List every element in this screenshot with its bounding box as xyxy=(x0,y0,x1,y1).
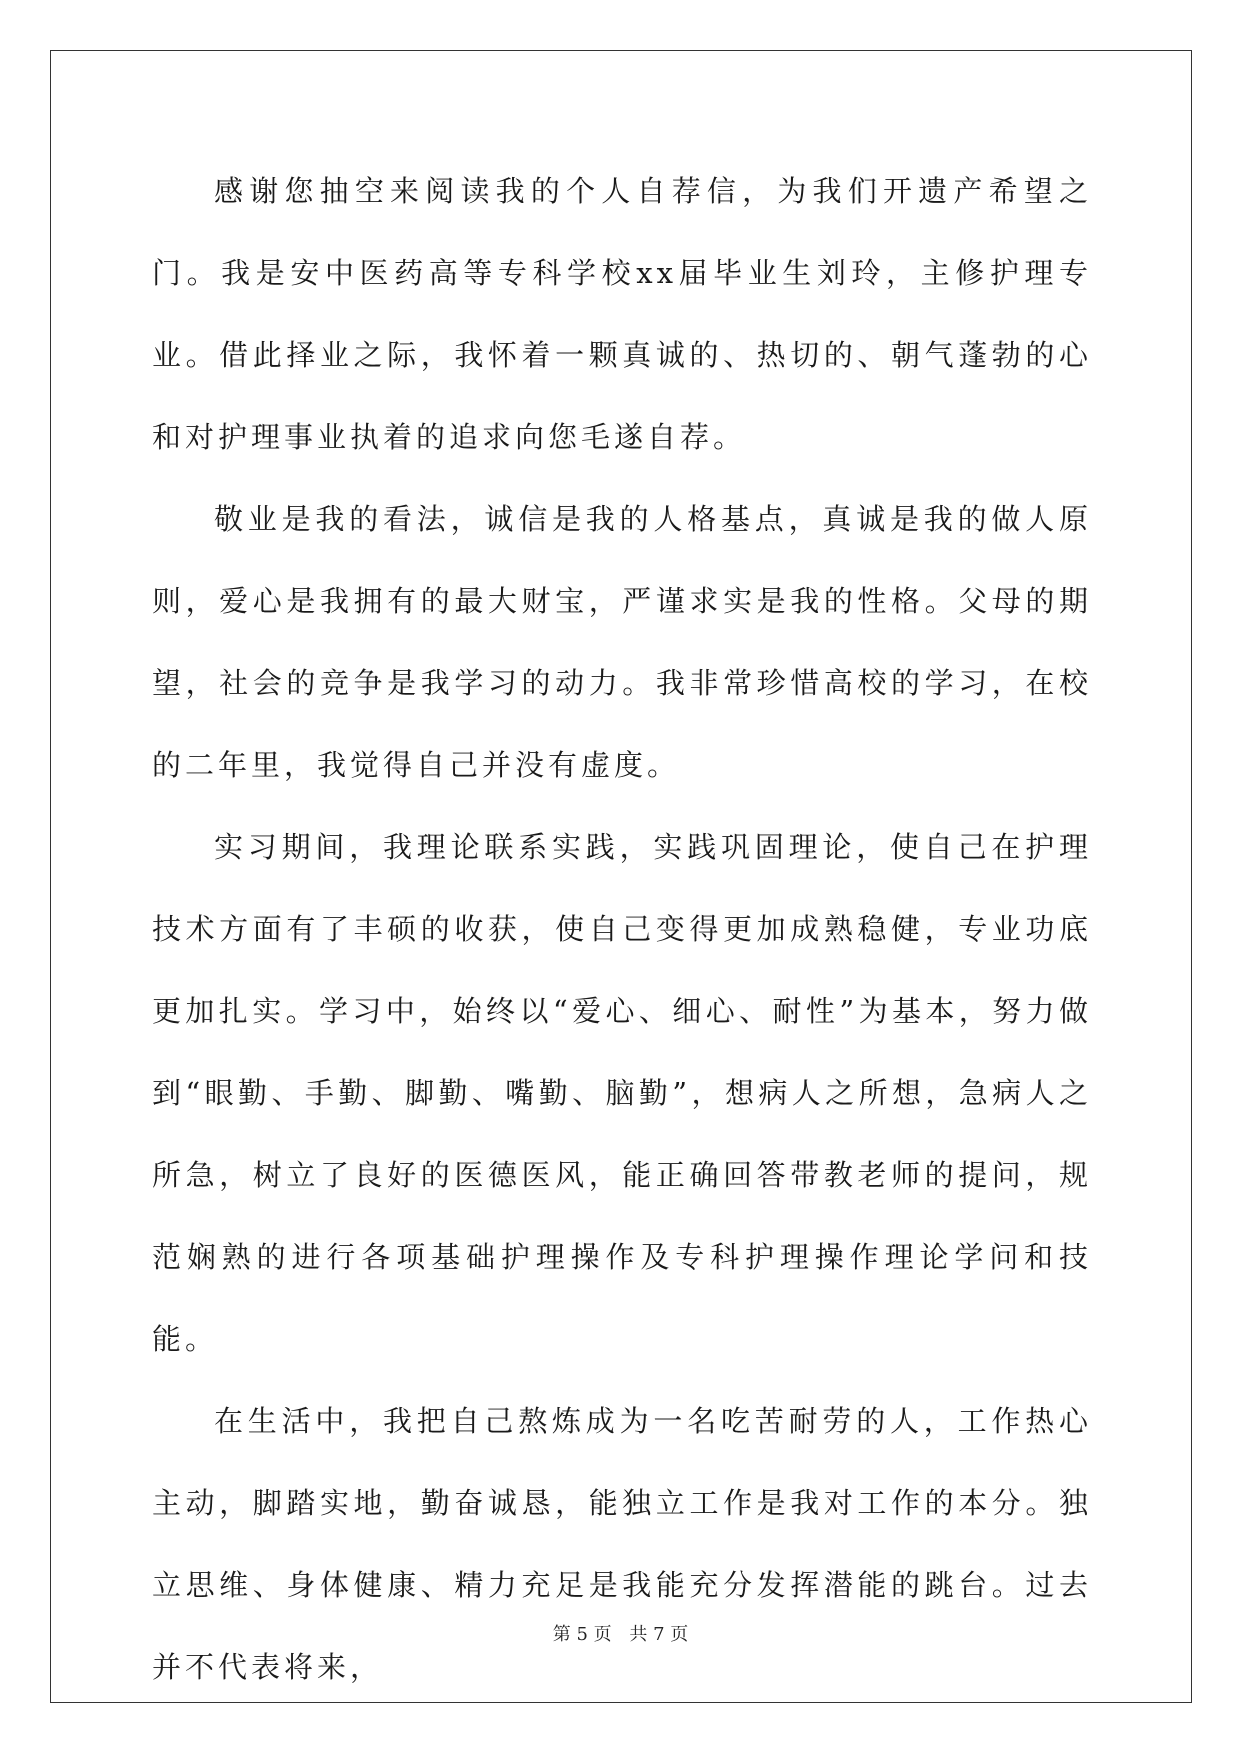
document-body xyxy=(152,150,1092,1708)
paragraph-3: 实习期间，我理论联系实践，实践巩固理论，使自己在护理技术方面有了丰硕的收获，使自己变得更加成熟稳健，专业功底更加扎实。学习中，始终以“爱心、细心、耐性”为基本，努力做到“眼勤、手勤、脚勤、嘴勤、脑勤”，想病人之所想，急病人之所急，树立了良好的医德医风，能正确回答带教老师的提问，规范娴熟的进行各项基础护理操作及专科护理操作理论学问和技能。 xyxy=(152,830,1092,1356)
page-footer xyxy=(0,1620,1241,1646)
paragraph-1: 感谢您抽空来阅读我的个人自荐信，为我们开遗产希望之门。我是安中医药高等专科学校xx届毕业生刘玲，主修护理专业。借此择业之际，我怀着一颗真诚的、热切的、朝气蓬勃的心和对护理事业执着的追求向您毛遂自荐。 xyxy=(152,174,1092,454)
page-total: 共 7 页 xyxy=(629,1624,689,1645)
page-number: 第 5 页 xyxy=(552,1624,612,1645)
paragraph-2: 敬业是我的看法，诚信是我的人格基点，真诚是我的做人原则，爱心是我拥有的最大财宝，严谨求实是我的性格。父母的期望，社会的竞争是我学习的动力。我非常珍惜高校的学习，在校的二年里，我觉得自己并没有虚度。 xyxy=(152,502,1092,782)
paragraph-4: 在生活中，我把自己熬炼成为一名吃苦耐劳的人，工作热心主动，脚踏实地，勤奋诚恳，能独立工作是我对工作的本分。独立思维、身体健康、精力充足是我能充分发挥潜能的跳台。过去并不代表将来， xyxy=(152,1404,1092,1684)
